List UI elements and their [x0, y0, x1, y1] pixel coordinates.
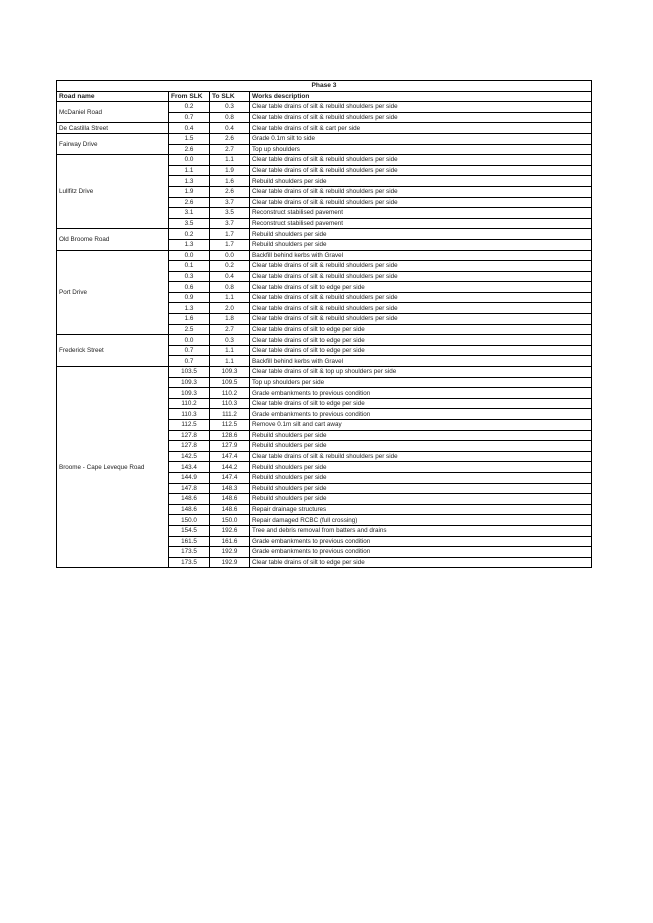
from-slk-cell: 0.7 — [169, 345, 210, 356]
from-slk-cell: 3.5 — [169, 218, 210, 229]
road-name-cell: McDaniel Road — [57, 102, 169, 123]
to-slk-cell: 1.8 — [210, 314, 250, 325]
to-slk-cell: 1.1 — [210, 345, 250, 356]
to-slk-cell: 148.6 — [210, 504, 250, 515]
works-description-cell: Rebuild shoulders per side — [250, 176, 592, 187]
road-name-cell: Fairway Drive — [57, 133, 169, 154]
to-slk-cell: 1.6 — [210, 176, 250, 187]
to-slk-cell: 111.2 — [210, 409, 250, 420]
works-description-cell: Clear table drains of silt & rebuild shoulders per side — [250, 112, 592, 123]
phase-title: Phase 3 — [57, 81, 592, 92]
works-description-cell: Rebuild shoulders per side — [250, 239, 592, 250]
works-description-cell: Clear table drains of silt to edge per side — [250, 282, 592, 293]
from-slk-cell: 2.6 — [169, 144, 210, 155]
table-body — [57, 102, 592, 568]
works-description-cell: Clear table drains of silt & rebuild shoulders per side — [250, 271, 592, 282]
from-slk-cell: 3.1 — [169, 208, 210, 219]
header-to-slk: To SLK — [210, 91, 250, 102]
from-slk-cell: 0.4 — [169, 123, 210, 134]
header-road-name: Road name — [57, 91, 169, 102]
works-description-cell: Clear table drains of silt to edge per side — [250, 335, 592, 346]
from-slk-cell: 110.2 — [169, 398, 210, 409]
to-slk-cell: 3.7 — [210, 218, 250, 229]
to-slk-cell: 1.9 — [210, 165, 250, 176]
to-slk-cell: 144.2 — [210, 462, 250, 473]
to-slk-cell: 0.4 — [210, 271, 250, 282]
to-slk-cell: 1.7 — [210, 229, 250, 240]
to-slk-cell: 2.7 — [210, 324, 250, 335]
from-slk-cell: 0.0 — [169, 250, 210, 261]
to-slk-cell: 150.0 — [210, 515, 250, 526]
to-slk-cell: 192.9 — [210, 547, 250, 558]
to-slk-cell: 2.0 — [210, 303, 250, 314]
to-slk-cell: 2.7 — [210, 144, 250, 155]
works-description-cell: Clear table drains of silt & rebuild shoulders per side — [250, 261, 592, 272]
from-slk-cell: 0.0 — [169, 335, 210, 346]
to-slk-cell: 0.8 — [210, 282, 250, 293]
from-slk-cell: 154.5 — [169, 525, 210, 536]
works-description-cell: Top up shoulders — [250, 144, 592, 155]
from-slk-cell: 0.6 — [169, 282, 210, 293]
to-slk-cell: 161.6 — [210, 536, 250, 547]
works-description-cell: Reconstruct stabilised pavement — [250, 218, 592, 229]
works-description-cell: Repair damaged RCBC (full crossing) — [250, 515, 592, 526]
to-slk-cell: 0.2 — [210, 261, 250, 272]
road-name-cell: Port Drive — [57, 250, 169, 335]
from-slk-cell: 112.5 — [169, 420, 210, 431]
to-slk-cell: 3.5 — [210, 208, 250, 219]
works-description-cell: Rebuild shoulders per side — [250, 430, 592, 441]
to-slk-cell: 3.7 — [210, 197, 250, 208]
from-slk-cell: 1.5 — [169, 133, 210, 144]
works-description-cell: Clear table drains of silt & rebuild shoulders per side — [250, 451, 592, 462]
table-row — [57, 367, 592, 378]
from-slk-cell: 150.0 — [169, 515, 210, 526]
from-slk-cell: 142.5 — [169, 451, 210, 462]
works-description-cell: Grade embankments to previous condition — [250, 409, 592, 420]
from-slk-cell: 1.3 — [169, 176, 210, 187]
works-description-cell: Rebuild shoulders per side — [250, 462, 592, 473]
table-row — [57, 155, 592, 166]
to-slk-cell: 147.4 — [210, 472, 250, 483]
to-slk-cell: 0.8 — [210, 112, 250, 123]
to-slk-cell: 1.1 — [210, 356, 250, 367]
works-description-cell: Clear table drains of silt & rebuild shoulders per side — [250, 155, 592, 166]
to-slk-cell: 148.3 — [210, 483, 250, 494]
from-slk-cell: 0.3 — [169, 271, 210, 282]
works-description-cell: Clear table drains of silt to edge per side — [250, 557, 592, 568]
to-slk-cell: 109.3 — [210, 367, 250, 378]
header-works-description: Works description — [250, 91, 592, 102]
to-slk-cell: 127.9 — [210, 441, 250, 452]
works-description-cell: Clear table drains of silt & rebuild shoulders per side — [250, 303, 592, 314]
from-slk-cell: 173.5 — [169, 547, 210, 558]
to-slk-cell: 1.1 — [210, 155, 250, 166]
from-slk-cell: 103.5 — [169, 367, 210, 378]
works-description-cell: Remove 0.1m silt and cart away — [250, 420, 592, 431]
road-name-cell: Frederick Street — [57, 335, 169, 367]
works-description-cell: Clear table drains of silt & rebuild shoulders per side — [250, 197, 592, 208]
works-description-cell: Tree and debris removal from batters and drains — [250, 525, 592, 536]
works-table — [56, 80, 592, 568]
works-description-cell: Rebuild shoulders per side — [250, 494, 592, 505]
works-description-cell: Grade embankments to previous condition — [250, 536, 592, 547]
works-description-cell: Clear table drains of silt to edge per side — [250, 345, 592, 356]
table-row — [57, 229, 592, 240]
to-slk-cell: 147.4 — [210, 451, 250, 462]
to-slk-cell: 1.1 — [210, 292, 250, 303]
works-description-cell: Backfill behind kerbs with Gravel — [250, 250, 592, 261]
works-description-cell: Rebuild shoulders per side — [250, 483, 592, 494]
from-slk-cell: 148.6 — [169, 504, 210, 515]
road-name-cell: Lullfitz Drive — [57, 155, 169, 229]
road-name-cell: De Castilla Street — [57, 123, 169, 134]
to-slk-cell: 192.9 — [210, 557, 250, 568]
from-slk-cell: 1.3 — [169, 239, 210, 250]
road-name-cell: Broome - Cape Leveque Road — [57, 367, 169, 568]
works-description-cell: Clear table drains of silt & rebuild shoulders per side — [250, 292, 592, 303]
works-description-cell: Repair drainage structures — [250, 504, 592, 515]
from-slk-cell: 161.5 — [169, 536, 210, 547]
from-slk-cell: 110.3 — [169, 409, 210, 420]
from-slk-cell: 109.3 — [169, 388, 210, 399]
from-slk-cell: 127.8 — [169, 430, 210, 441]
from-slk-cell: 0.2 — [169, 102, 210, 113]
from-slk-cell: 0.7 — [169, 112, 210, 123]
from-slk-cell: 0.1 — [169, 261, 210, 272]
to-slk-cell: 0.3 — [210, 102, 250, 113]
to-slk-cell: 2.6 — [210, 186, 250, 197]
from-slk-cell: 144.9 — [169, 472, 210, 483]
from-slk-cell: 1.1 — [169, 165, 210, 176]
from-slk-cell: 127.8 — [169, 441, 210, 452]
from-slk-cell: 148.6 — [169, 494, 210, 505]
works-description-cell: Clear table drains of silt & rebuild shoulders per side — [250, 314, 592, 325]
to-slk-cell: 1.7 — [210, 239, 250, 250]
from-slk-cell: 1.6 — [169, 314, 210, 325]
works-description-cell: Clear table drains of silt & rebuild shoulders per side — [250, 165, 592, 176]
table-row — [57, 133, 592, 144]
to-slk-cell: 0.3 — [210, 335, 250, 346]
to-slk-cell: 192.6 — [210, 525, 250, 536]
to-slk-cell: 0.0 — [210, 250, 250, 261]
from-slk-cell: 0.0 — [169, 155, 210, 166]
to-slk-cell: 110.2 — [210, 388, 250, 399]
header-from-slk: From SLK — [169, 91, 210, 102]
from-slk-cell: 143.4 — [169, 462, 210, 473]
works-description-cell: Clear table drains of silt to edge per side — [250, 324, 592, 335]
works-description-cell: Reconstruct stabilised pavement — [250, 208, 592, 219]
works-description-cell: Grade 0.1m silt to side — [250, 133, 592, 144]
works-description-cell: Top up shoulders per side — [250, 377, 592, 388]
to-slk-cell: 109.5 — [210, 377, 250, 388]
from-slk-cell: 173.5 — [169, 557, 210, 568]
works-description-cell: Clear table drains of silt & cart per side — [250, 123, 592, 134]
works-description-cell: Clear table drains of silt to edge per side — [250, 398, 592, 409]
works-description-cell: Clear table drains of silt & top up shoulders per side — [250, 367, 592, 378]
from-slk-cell: 147.8 — [169, 483, 210, 494]
works-description-cell: Rebuild shoulders per side — [250, 441, 592, 452]
from-slk-cell: 1.9 — [169, 186, 210, 197]
works-description-cell: Rebuild shoulders per side — [250, 472, 592, 483]
works-description-cell: Clear table drains of silt & rebuild shoulders per side — [250, 102, 592, 113]
works-description-cell: Grade embankments to previous condition — [250, 547, 592, 558]
to-slk-cell: 128.6 — [210, 430, 250, 441]
to-slk-cell: 2.6 — [210, 133, 250, 144]
table-row — [57, 335, 592, 346]
to-slk-cell: 112.5 — [210, 420, 250, 431]
from-slk-cell: 1.3 — [169, 303, 210, 314]
from-slk-cell: 2.5 — [169, 324, 210, 335]
from-slk-cell: 0.9 — [169, 292, 210, 303]
works-description-cell: Grade embankments to previous condition — [250, 388, 592, 399]
to-slk-cell: 110.3 — [210, 398, 250, 409]
table-row — [57, 102, 592, 113]
to-slk-cell: 148.6 — [210, 494, 250, 505]
from-slk-cell: 109.3 — [169, 377, 210, 388]
table-row — [57, 250, 592, 261]
road-name-cell: Old Broome Road — [57, 229, 169, 250]
to-slk-cell: 0.4 — [210, 123, 250, 134]
works-description-cell: Rebuild shoulders per side — [250, 229, 592, 240]
from-slk-cell: 0.2 — [169, 229, 210, 240]
from-slk-cell: 0.7 — [169, 356, 210, 367]
works-description-cell: Clear table drains of silt & rebuild shoulders per side — [250, 186, 592, 197]
table-row — [57, 123, 592, 134]
works-description-cell: Backfill behind kerbs with Gravel — [250, 356, 592, 367]
from-slk-cell: 2.6 — [169, 197, 210, 208]
